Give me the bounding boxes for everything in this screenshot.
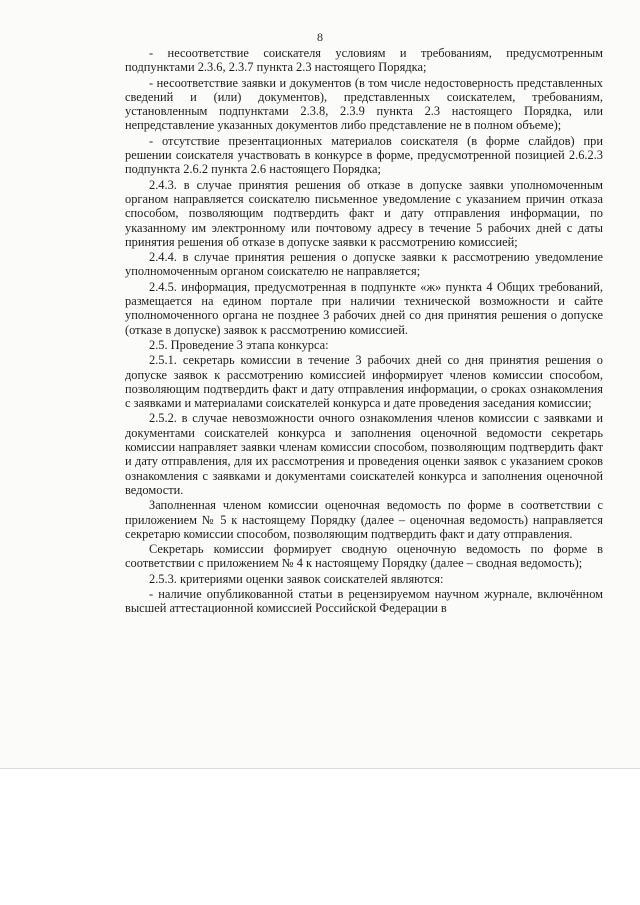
paragraph: - несоответствие заявки и документов (в том числе недостоверность представленных сведений и (или) документов), представленных соискателем, требованиям, установленным подпунктами 2.3.8, 2.3.9 пункта 2.3 настоящего Порядка, или непредставление указанных документов либо представление не в полном объеме);	[125, 75, 603, 133]
blank-area	[0, 769, 640, 905]
paragraph: 2.4.3. в случае принятия решения об отказе в допуске заявки уполномоченным органом направляется соискателю письменное уведомление с указанием причин отказа способом, позволяющим подтвердить факт и дату отправления информации, по указанному им электронному или почтовому адресу в течение 5 рабочих дней с даты принятия решения об отказе в допуске заявки к рассмотрению комиссией;	[125, 177, 603, 249]
document-body	[125, 46, 603, 617]
paragraph: Заполненная членом комиссии оценочная ведомость по форме в соответствии с приложением № 5 к настоящему Порядку (далее – оценочная ведомость) направляется секретарю комиссии способом, позволяющим подтвердить факт и дату отправления.	[125, 498, 603, 541]
paragraph: 2.4.5. информация, предусмотренная в подпункте «ж» пункта 4 Общих требований, размещается на едином портале при наличии технической возможности и сайте уполномоченного органа не позднее 3 рабочих дней со дня принятия решения о допуске (отказе в допуске) заявок к рассмотрению комиссией.	[125, 279, 603, 337]
paragraph: Секретарь комиссии формирует сводную оценочную ведомость по форме в соответствии с приложением № 4 к настоящему Порядку (далее – сводная ведомость);	[125, 542, 603, 571]
paragraph: - несоответствие соискателя условиям и требованиям, предусмотренным подпунктами 2.3.6, 2.3.7 пункта 2.3 настоящего Порядка;	[125, 46, 603, 75]
section-heading: 2.5. Проведение 3 этапа конкурса:	[149, 337, 329, 352]
paragraph: 2.4.4. в случае принятия решения о допуске заявки к рассмотрению уведомление уполномоченным органом соискателю не направляется;	[125, 250, 603, 279]
paragraph: - отсутствие презентационных материалов соискателя (в форме слайдов) при решении соискателя участвовать в конкурсе в форме, предусмотренной позицией 2.6.2.3 подпункта 2.6.2 пункта 2.6 настоящего Порядка;	[125, 133, 603, 177]
paragraph: 2.5.1. секретарь комиссии в течение 3 рабочих дней со дня принятия решения о допуске заявок к рассмотрению комиссией информирует членов комиссии способом, позволяющим подтвердить факт и дату отправления информации, о сроках ознакомления с заявками и материалами соискателей конкурса и дате проведения заседания комиссии;	[125, 353, 603, 411]
paragraph: 2.5.2. в случае невозможности очного ознакомления членов комиссии с заявками и документами соискателей конкурса и заполнения оценочной ведомости секретарь комиссии направляет заявки членам комиссии способом, позволяющим подтвердить факт и дату отправления, для их рассмотрения и проведения оценки заявок с указанием сроков ознакомления с заявками и документами соискателей конкурса и заполнения оценочной ведомости.	[125, 411, 603, 497]
paragraph: - наличие опубликованной статьи в рецензируемом научном журнале, включённом высшей аттестационной комиссией Российской Федерации в	[125, 586, 603, 616]
page-number: 8	[317, 30, 323, 44]
paragraph: 2.5.3. критериями оценки заявок соискателей являются:	[149, 571, 444, 586]
